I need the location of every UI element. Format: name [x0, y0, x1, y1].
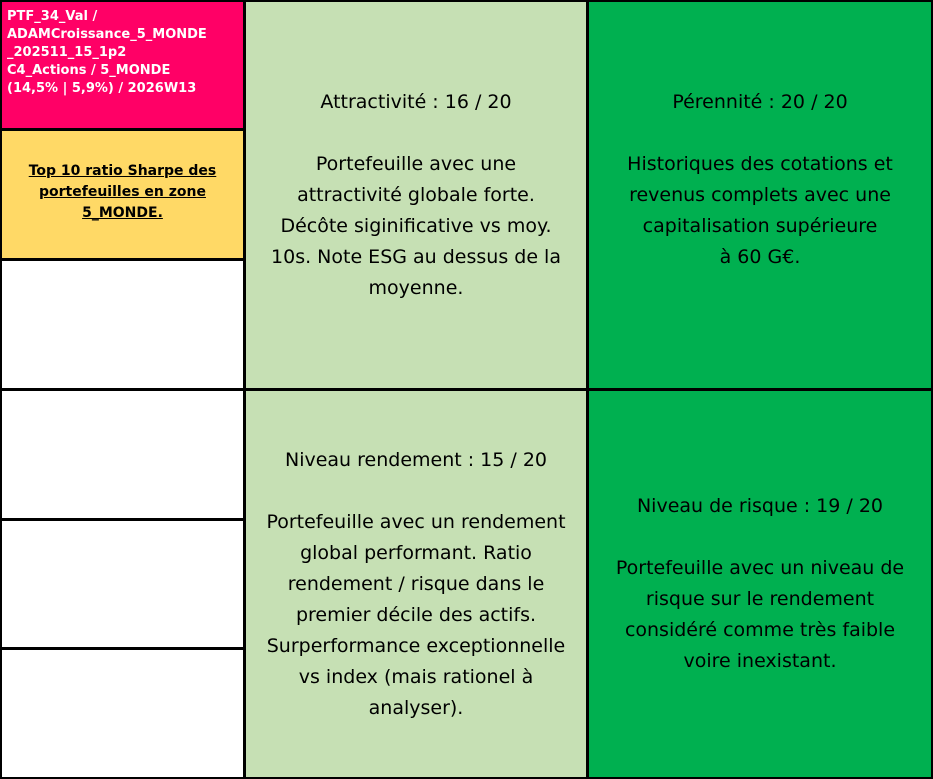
attractivite-block [244, 0, 588, 390]
perennite-text: Historiques des cotations et revenus complets avec une capitalisation supérieure à 60 G€. [627, 153, 893, 268]
portfolio-header: PTF_34_Val / ADAMCroissance_5_MONDE _202511_15_1p2 C4_Actions / 5_MONDE (14,5% | 5,9%) / 2026W13 [0, 0, 245, 130]
empty-cell [0, 389, 245, 520]
attractivite-title: Attractivité : 16 / 20 [320, 90, 512, 113]
rendement-title: Niveau rendement : 15 / 20 [284, 448, 548, 471]
risque-text: Portefeuille avec un niveau de risque sur le rendement considéré comme très faible voire inexistant. [615, 557, 905, 672]
risque-title: Niveau de risque : 19 / 20 [636, 495, 884, 517]
rendement-text: Portefeuille avec un rendement global performant. Ratio rendement / risque dans le premier décile des actifs. Surperformance exceptionnelle vs index (mais rationel à analyser). [266, 510, 566, 719]
empty-cell [0, 259, 245, 390]
perennite-title: Pérennité : 20 / 20 [672, 91, 848, 113]
ranking-label-text: Top 10 ratio Sharpe des portefeuilles en zone 5_MONDE. [28, 163, 217, 221]
rendement-block [244, 389, 588, 779]
empty-cell [0, 648, 245, 779]
risque-block [587, 389, 933, 779]
perennite-block [587, 0, 933, 390]
ranking-label [0, 129, 245, 260]
empty-cell [0, 519, 245, 649]
attractivite-text: Portefeuille avec une attractivité globale forte. Décôte siginificative vs moy. 10s. Note ESG au dessus de la moyenne. [271, 152, 561, 299]
